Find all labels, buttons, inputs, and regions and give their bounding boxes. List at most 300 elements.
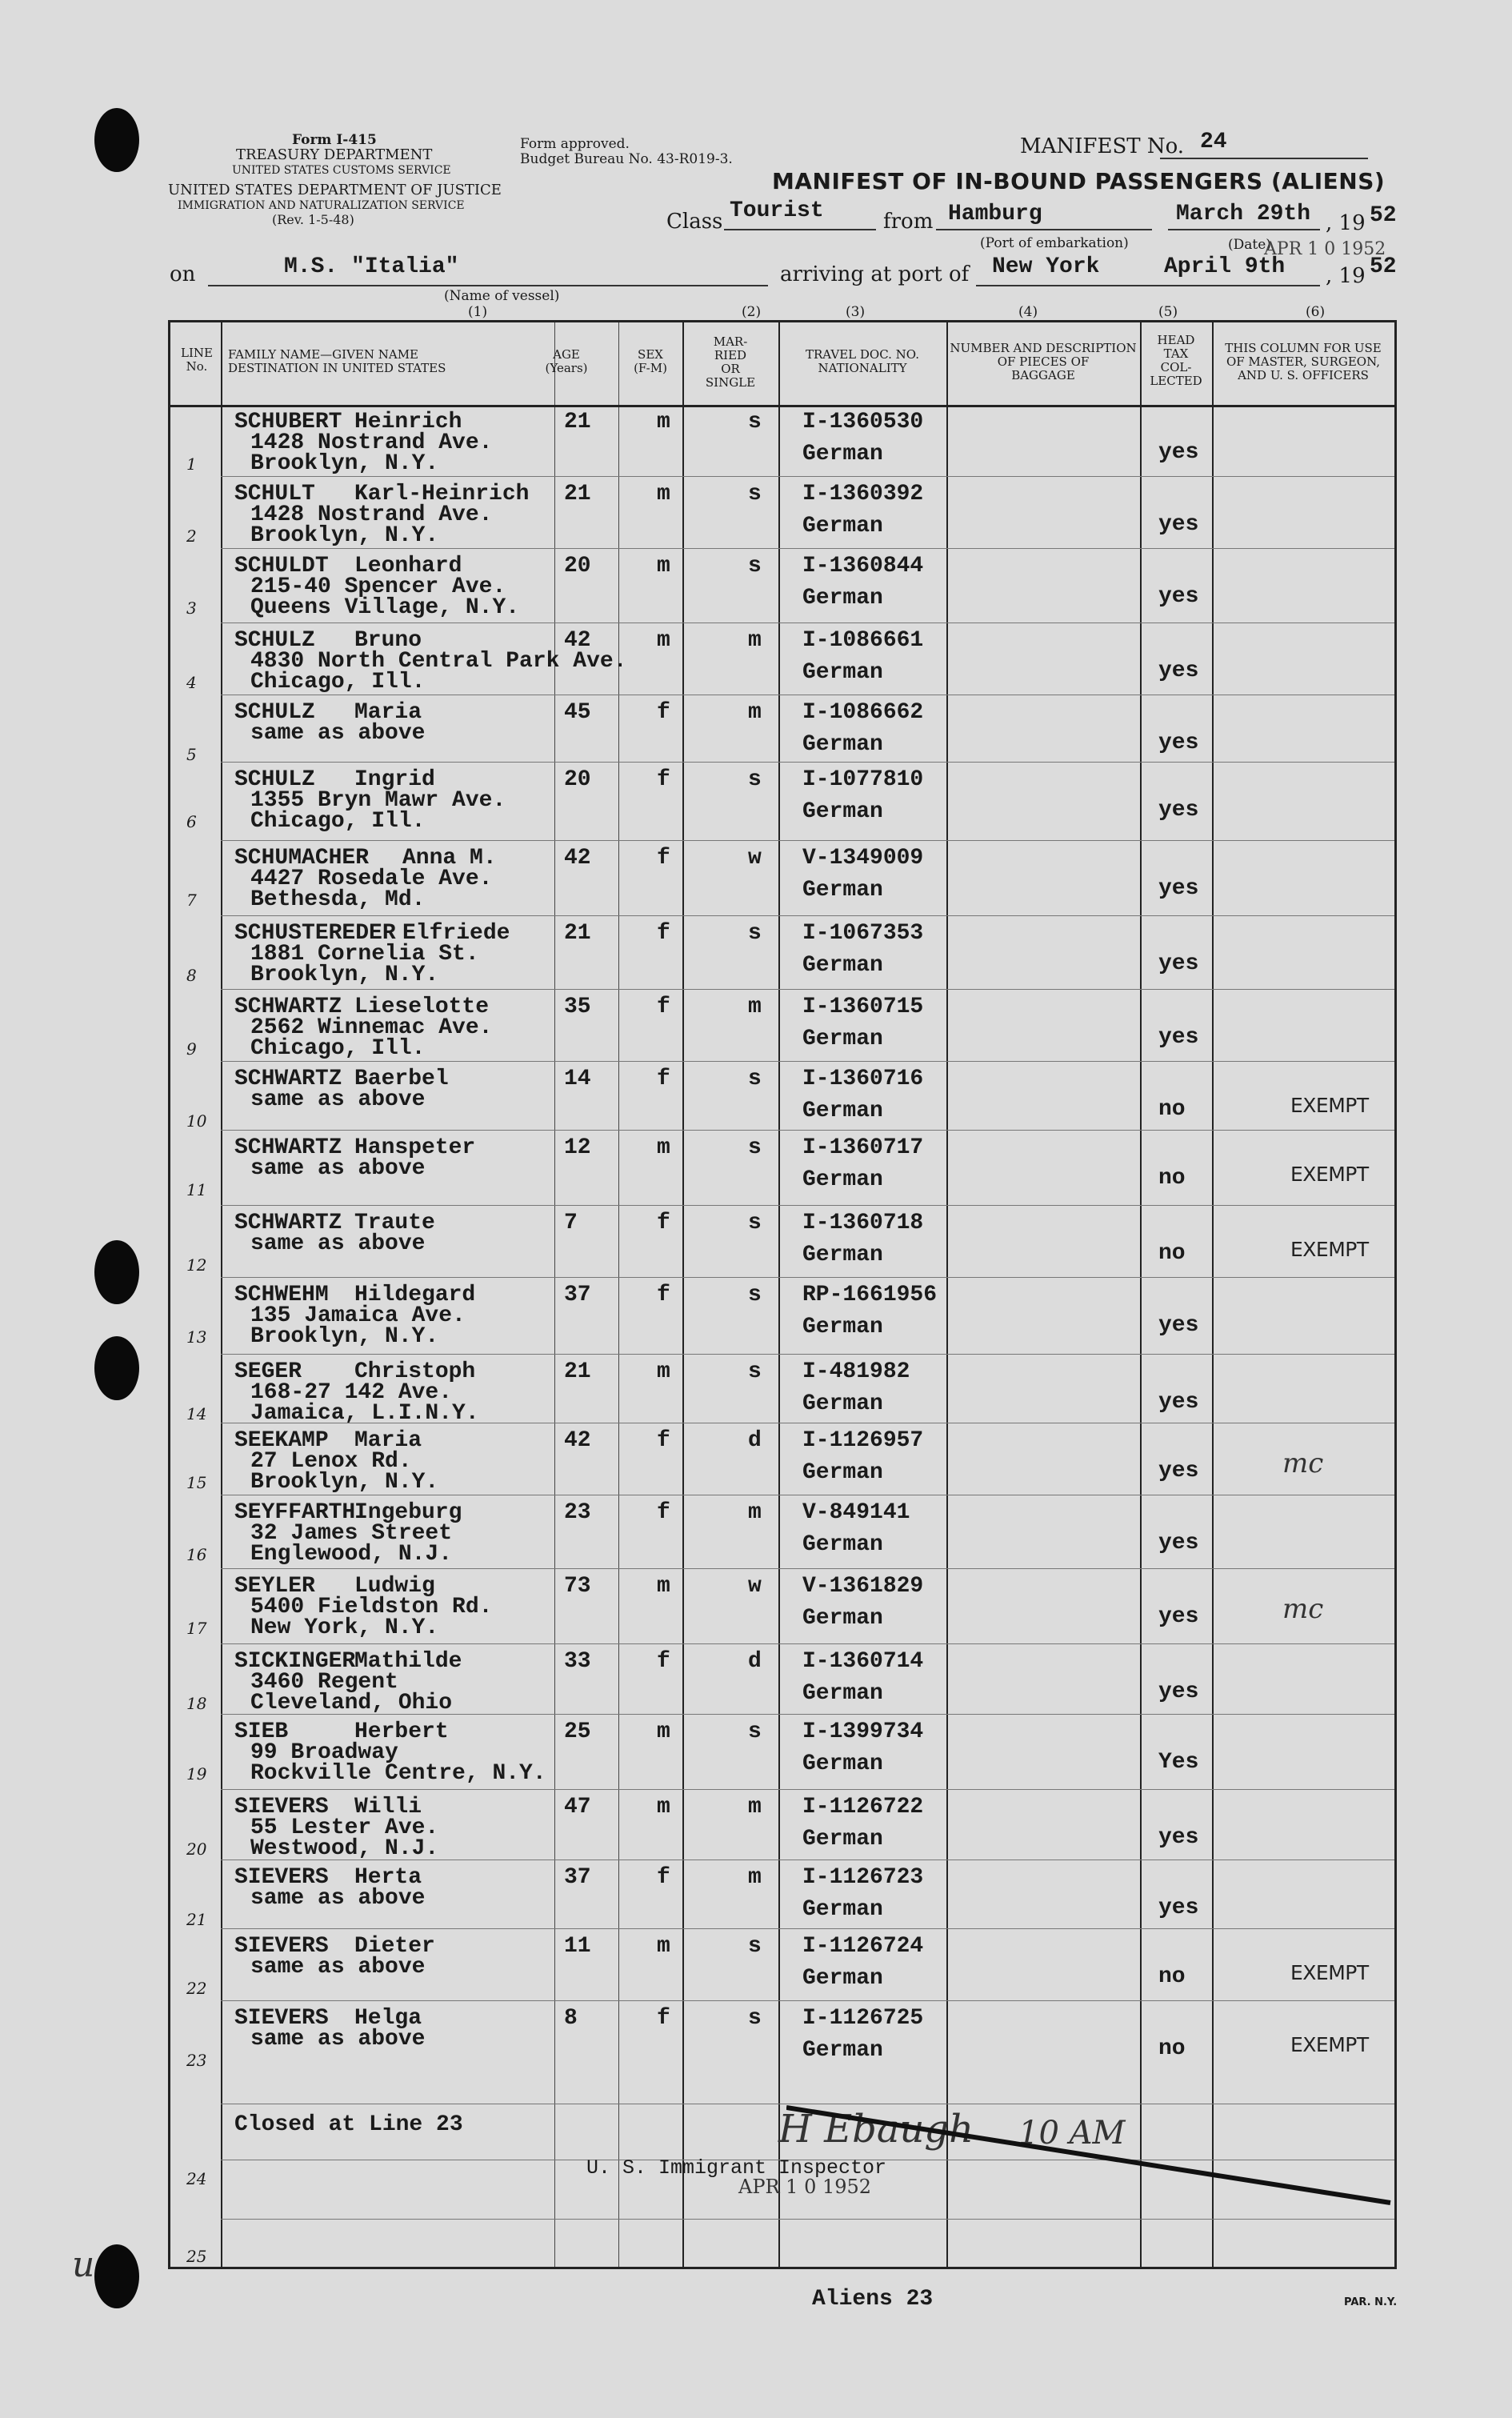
line-number: 1 (186, 454, 197, 474)
table-row (170, 1278, 1394, 1355)
age: 35 (564, 995, 591, 1019)
manifest-title: MANIFEST OF IN-BOUND PASSENGERS (ALIENS) (772, 168, 1386, 194)
table-row (170, 623, 1394, 695)
sex: f (657, 1428, 670, 1453)
travel-doc-no: I-1360392 (802, 482, 924, 506)
col-num-6: (6) (1306, 304, 1326, 320)
head-tax: yes (1158, 798, 1199, 823)
age: 20 (564, 767, 591, 792)
manifest-table (168, 320, 1397, 2269)
table-row (170, 916, 1394, 990)
address-line-2: Brooklyn, N.Y. (250, 1470, 439, 1495)
line-number-24: 24 (186, 2169, 207, 2188)
arrival-year: 52 (1370, 254, 1397, 279)
col-header-name: FAMILY NAME—GIVEN NAME DESTINATION IN UNITED STATES (228, 347, 446, 375)
given-name: Hanspeter (354, 1135, 476, 1160)
nationality: German (802, 1460, 883, 1485)
line-number: 11 (186, 1180, 207, 1199)
exempt-stamp: EXEMPT (1290, 1163, 1369, 1186)
address-line-1: 2562 Winnemac Ave. (250, 1015, 493, 1040)
inspector-signature: H Ebaugh (778, 2107, 974, 2152)
line-number: 15 (186, 1473, 207, 1492)
manifest-label: MANIFEST No. (1020, 134, 1185, 158)
travel-doc-no: V-1361829 (802, 1574, 924, 1599)
embark-caption: (Port of embarkation) (980, 235, 1129, 251)
travel-doc-no: I-1399734 (802, 1719, 924, 1744)
marital-status: s (748, 1719, 762, 1744)
given-name: Leonhard (354, 554, 462, 578)
family-name: SEGER (234, 1359, 302, 1384)
marital-status: m (748, 1500, 762, 1525)
sex: f (657, 2006, 670, 2031)
given-name: Dieter (354, 1934, 435, 1959)
head-tax: Yes (1158, 1750, 1199, 1775)
nationality: German (802, 1027, 883, 1051)
head-tax: yes (1158, 659, 1199, 683)
given-name: Hildegard (354, 1283, 476, 1307)
age: 42 (564, 1428, 591, 1453)
family-name: SCHUMACHER (234, 846, 370, 871)
given-name: Herbert (354, 1719, 449, 1744)
table-row (170, 1206, 1394, 1278)
age: 21 (564, 1359, 591, 1384)
vessel-caption: (Name of vessel) (444, 288, 560, 304)
marital-status: d (748, 1649, 762, 1674)
age: 45 (564, 700, 591, 725)
line-number: 18 (186, 1694, 207, 1713)
address-line-2: Brooklyn, N.Y. (250, 523, 439, 548)
sex: f (657, 700, 670, 725)
col-num-5: (5) (1158, 304, 1178, 320)
col-header-doc: TRAVEL DOC. NO. NATIONALITY (805, 347, 919, 375)
line-number: 8 (186, 966, 197, 985)
age: 33 (564, 1649, 591, 1674)
marital-status: m (748, 1795, 762, 1820)
marital-status: m (748, 1865, 762, 1890)
sex: f (657, 767, 670, 792)
travel-doc-no: I-1360530 (802, 410, 924, 434)
travel-doc-no: I-1126722 (802, 1795, 924, 1820)
head-tax: yes (1158, 1604, 1199, 1629)
address-line-1: 1428 Nostrand Ave. (250, 430, 493, 455)
given-name: Maria (354, 700, 422, 725)
nationality: German (802, 1243, 883, 1267)
address-line-2: Rockville Centre, N.Y. (250, 1761, 546, 1786)
family-name: SCHULZ (234, 628, 315, 653)
nationality: German (802, 732, 883, 757)
address-line-2: Brooklyn, N.Y. (250, 451, 439, 476)
marital-status: s (748, 1934, 762, 1959)
address-line-1: 32 James Street (250, 1521, 453, 1546)
treasury-dept: TREASURY DEPARTMENT (236, 146, 433, 163)
table-row (170, 990, 1394, 1062)
table-row (170, 841, 1394, 916)
family-name: SCHWARTZ (234, 1211, 342, 1235)
table-row (170, 1423, 1394, 1495)
age: 14 (564, 1067, 591, 1091)
sex: m (657, 554, 670, 578)
justice-dept: UNITED STATES DEPARTMENT OF JUSTICE (168, 182, 502, 198)
sex: f (657, 1211, 670, 1235)
address-line-1: 1428 Nostrand Ave. (250, 502, 493, 527)
sex: m (657, 1934, 670, 1959)
family-name: SICKINGER (234, 1649, 356, 1674)
given-name: Lieselotte (354, 995, 490, 1019)
age: 37 (564, 1283, 591, 1307)
form-number: Form I-415 (292, 132, 377, 148)
given-name: Ingrid (354, 767, 435, 792)
head-tax: yes (1158, 1531, 1199, 1555)
officer-initials: mc (1282, 1593, 1324, 1625)
from-label: from (883, 210, 934, 234)
head-tax: yes (1158, 1025, 1199, 1050)
nationality: German (802, 442, 883, 466)
line-number: 21 (186, 1910, 207, 1929)
address-line-1: same as above (250, 721, 426, 746)
given-name: Elfriede (402, 921, 510, 946)
marital-status: s (748, 1283, 762, 1307)
age: 21 (564, 921, 591, 946)
marital-status: s (748, 410, 762, 434)
col-num-2: (2) (742, 304, 762, 320)
address-line-1: 135 Jamaica Ave. (250, 1303, 466, 1328)
address-line-1: same as above (250, 1886, 426, 1911)
manifest-number: 24 (1200, 130, 1227, 154)
travel-doc-no: V-1349009 (802, 846, 924, 871)
address-line-1: same as above (250, 1955, 426, 1980)
date-caption: (Date) (1228, 237, 1271, 253)
given-name: Baerbel (354, 1067, 449, 1091)
travel-doc-no: I-1077810 (802, 767, 924, 792)
vessel-name: M.S. "Italia" (284, 254, 459, 279)
address-line-1: same as above (250, 1087, 426, 1112)
address-line-1: 27 Lenox Rd. (250, 1449, 412, 1474)
marital-status: m (748, 700, 762, 725)
address-line-1: same as above (250, 2027, 426, 2052)
table-row (170, 763, 1394, 841)
nationality: German (802, 660, 883, 685)
line-number: 22 (186, 1979, 207, 1998)
sex: m (657, 1135, 670, 1160)
head-tax: no (1158, 1166, 1186, 1191)
address-line-2: Chicago, Ill. (250, 1036, 426, 1061)
sex: m (657, 1795, 670, 1820)
depart-year: 52 (1370, 203, 1397, 228)
sex: f (657, 1500, 670, 1525)
sex: m (657, 482, 670, 506)
class-value: Tourist (730, 198, 824, 223)
age: 20 (564, 554, 591, 578)
travel-doc-no: I-1126723 (802, 1865, 924, 1890)
sex: f (657, 846, 670, 871)
travel-doc-no: I-1360718 (802, 1211, 924, 1235)
given-name: Herta (354, 1865, 422, 1890)
age: 42 (564, 628, 591, 653)
travel-doc-no: I-1360715 (802, 995, 924, 1019)
col-header-baggage: NUMBER AND DESCRIPTION OF PIECES OF BAGGAGE (950, 341, 1137, 382)
line-number: 3 (186, 598, 197, 618)
address-line-1: 1881 Cornelia St. (250, 942, 479, 967)
exempt-stamp: EXEMPT (1290, 1961, 1369, 1984)
nationality: German (802, 953, 883, 978)
form-approved: Form approved. (520, 136, 630, 152)
sex: m (657, 1359, 670, 1384)
inspection-stamp: APR 1 0 1952 (738, 2176, 872, 2198)
address-line-2: Bethesda, Md. (250, 887, 426, 912)
marital-status: s (748, 1135, 762, 1160)
age: 7 (564, 1211, 578, 1235)
arrival-port: New York (992, 254, 1100, 279)
on-label: on (170, 262, 196, 286)
line-number: 9 (186, 1039, 197, 1059)
head-tax: yes (1158, 731, 1199, 755)
class-label: Class (666, 210, 723, 234)
marital-status: s (748, 1211, 762, 1235)
marital-status: s (748, 767, 762, 792)
travel-doc-no: I-1086662 (802, 700, 924, 725)
given-name: Ingeburg (354, 1500, 462, 1525)
address-line-1: 5400 Fieldston Rd. (250, 1595, 493, 1619)
binder-hole (94, 108, 139, 172)
marital-status: s (748, 2006, 762, 2031)
inspector-label: U. S. Immigrant Inspector (586, 2156, 887, 2180)
given-name: Anna M. (402, 846, 497, 871)
line-number-25: 25 (186, 2247, 207, 2266)
head-tax: yes (1158, 876, 1199, 901)
age: 11 (564, 1934, 591, 1959)
address-line-1: 4427 Rosedale Ave. (250, 867, 493, 891)
table-row (170, 1355, 1394, 1426)
travel-doc-no: I-1360844 (802, 554, 924, 578)
age: 8 (564, 2006, 578, 2031)
family-name: SIEVERS (234, 1865, 329, 1890)
age: 47 (564, 1795, 591, 1820)
exempt-stamp: EXEMPT (1290, 1094, 1369, 1117)
address-line-1: 215-40 Spencer Ave. (250, 574, 506, 599)
revision: (Rev. 1-5-48) (272, 212, 354, 227)
address-line-2: Queens Village, N.Y. (250, 595, 520, 620)
table-row (170, 695, 1394, 763)
marital-status: w (748, 1574, 762, 1599)
travel-doc-no: I-1126724 (802, 1934, 924, 1959)
given-name: Traute (354, 1211, 435, 1235)
marital-status: w (748, 846, 762, 871)
sex: m (657, 628, 670, 653)
nationality: German (802, 1532, 883, 1557)
family-name: SCHULZ (234, 700, 315, 725)
address-line-2: New York, N.Y. (250, 1615, 439, 1640)
sex: f (657, 1865, 670, 1890)
travel-doc-no: V-849141 (802, 1500, 910, 1525)
col-header-married: MAR- RIED OR SINGLE (705, 334, 756, 390)
nationality: German (802, 514, 883, 538)
marital-status: s (748, 482, 762, 506)
travel-doc-no: I-1360717 (802, 1135, 924, 1160)
sex: f (657, 921, 670, 946)
line-number: 6 (186, 812, 197, 831)
family-name: SCHWARTZ (234, 995, 342, 1019)
marital-status: s (748, 554, 762, 578)
nationality: German (802, 2038, 883, 2063)
family-name: SCHWARTZ (234, 1067, 342, 1091)
corner-initials: u (72, 2244, 95, 2285)
nationality: German (802, 1099, 883, 1123)
col-header-tax: HEAD TAX COL- LECTED (1150, 333, 1202, 388)
family-name: SIEB (234, 1719, 289, 1744)
nationality: German (802, 1315, 883, 1339)
col-header-age: AGE (Years) (545, 347, 588, 375)
line-number: 17 (186, 1619, 207, 1638)
inspection-time: 10 AM (1018, 2115, 1126, 2152)
travel-doc-no: I-1086661 (802, 628, 924, 653)
arrival-year-prefix: , 19 (1326, 264, 1366, 288)
head-tax: no (1158, 2036, 1186, 2061)
table-row (170, 1929, 1394, 2001)
customs-service: UNITED STATES CUSTOMS SERVICE (232, 164, 451, 177)
line-number: 2 (186, 526, 197, 546)
family-name: SCHWEHM (234, 1283, 329, 1307)
sex: f (657, 1067, 670, 1091)
given-name: Helga (354, 2006, 422, 2031)
given-name: Bruno (354, 628, 422, 653)
age: 21 (564, 410, 591, 434)
closing-stroke (786, 2103, 1394, 2207)
address-line-2: Westwood, N.J. (250, 1836, 439, 1861)
nationality: German (802, 799, 883, 824)
address-line-1: 55 Lester Ave. (250, 1816, 439, 1840)
given-name: Ludwig (354, 1574, 435, 1599)
family-name: SIEVERS (234, 1934, 329, 1959)
travel-doc-no: I-1126957 (802, 1428, 924, 1453)
table-row (170, 2001, 1394, 2104)
line-number: 23 (186, 2051, 207, 2070)
table-row (170, 1131, 1394, 1206)
age: 37 (564, 1865, 591, 1890)
given-name: Heinrich (354, 410, 462, 434)
age: 25 (564, 1719, 591, 1744)
family-name: SEYFFARTH (234, 1500, 356, 1525)
head-tax: yes (1158, 1390, 1199, 1415)
embark-port: Hamburg (948, 202, 1042, 226)
col-header-sex: SEX (F-M) (634, 347, 667, 375)
address-line-2: Englewood, N.J. (250, 1542, 453, 1567)
marital-status: s (748, 1067, 762, 1091)
address-line-1: 3460 Regent (250, 1670, 398, 1695)
given-name: Karl-Heinrich (354, 482, 530, 506)
address-line-2: Jamaica, L.I.N.Y. (250, 1401, 479, 1426)
address-line-2: Chicago, Ill. (250, 670, 426, 695)
travel-doc-no: I-1067353 (802, 921, 924, 946)
exempt-stamp: EXEMPT (1290, 1238, 1369, 1261)
family-name: SCHULT (234, 482, 315, 506)
col-header-line: LINE No. (181, 346, 213, 374)
table-row (170, 1860, 1394, 1929)
col-header-officers: THIS COLUMN FOR USE OF MASTER, SURGEON, AND U. S. OFFICERS (1225, 341, 1382, 382)
head-tax: no (1158, 1241, 1186, 1266)
address-line-2: Brooklyn, N.Y. (250, 1324, 439, 1349)
head-tax: yes (1158, 440, 1199, 465)
address-line-2: Cleveland, Ohio (250, 1691, 453, 1715)
stamp-top: APR 1 0 1952 (1264, 239, 1386, 259)
budget-bureau: Budget Bureau No. 43-R019-3. (520, 151, 733, 167)
marital-status: s (748, 921, 762, 946)
line-number: 16 (186, 1545, 207, 1564)
head-tax: no (1158, 1964, 1186, 1989)
head-tax: yes (1158, 1313, 1199, 1338)
line-number: 7 (186, 891, 197, 910)
sex: m (657, 1574, 670, 1599)
address-line-1: 99 Broadway (250, 1740, 398, 1765)
family-name: SCHULZ (234, 767, 315, 792)
line-number: 10 (186, 1111, 207, 1131)
table-row (170, 405, 1394, 477)
line-number: 14 (186, 1404, 207, 1423)
binder-hole (94, 2244, 139, 2308)
line-number: 12 (186, 1255, 207, 1275)
family-name: SIEVERS (234, 2006, 329, 2031)
nationality: German (802, 1897, 883, 1922)
head-tax: yes (1158, 1825, 1199, 1850)
table-row (170, 549, 1394, 623)
table-row (170, 477, 1394, 549)
address-line-1: 168-27 142 Ave. (250, 1380, 453, 1405)
given-name: Mathilde (354, 1649, 462, 1674)
nationality: German (802, 878, 883, 903)
binder-hole (94, 1240, 139, 1304)
col-num-1: (1) (468, 304, 488, 320)
marital-status: m (748, 628, 762, 653)
printer-mark: PAR. N.Y. (1344, 2296, 1398, 2308)
nationality: German (802, 1681, 883, 1706)
head-tax: yes (1158, 584, 1199, 609)
col-num-4: (4) (1018, 304, 1038, 320)
head-tax: yes (1158, 1896, 1199, 1920)
address-line-2: Chicago, Ill. (250, 809, 426, 834)
given-name: Maria (354, 1428, 422, 1453)
nationality: German (802, 586, 883, 611)
nationality: German (802, 1167, 883, 1192)
aliens-total: Aliens 23 (812, 2287, 934, 2312)
table-row (170, 1062, 1394, 1131)
nationality: German (802, 1751, 883, 1776)
marital-status: m (748, 995, 762, 1019)
given-name: Christoph (354, 1359, 476, 1384)
ins-service: IMMIGRATION AND NATURALIZATION SERVICE (178, 199, 465, 212)
officer-initials: mc (1282, 1447, 1324, 1479)
line-number: 19 (186, 1764, 207, 1783)
table-row (170, 1495, 1394, 1569)
age: 23 (564, 1500, 591, 1525)
nationality: German (802, 1391, 883, 1416)
sex: m (657, 410, 670, 434)
nationality: German (802, 1827, 883, 1852)
exempt-stamp: EXEMPT (1290, 2033, 1369, 2056)
col-num-3: (3) (846, 304, 866, 320)
depart-date: March 29th (1176, 202, 1311, 226)
marital-status: d (748, 1428, 762, 1453)
age: 73 (564, 1574, 591, 1599)
travel-doc-no: RP-1661956 (802, 1283, 938, 1307)
head-tax: yes (1158, 1679, 1199, 1704)
table-row (170, 1715, 1394, 1790)
marital-status: s (748, 1359, 762, 1384)
family-name: SEYLER (234, 1574, 315, 1599)
table-row (170, 1790, 1394, 1860)
family-name: SCHUSTEREDER (234, 921, 396, 946)
sex: f (657, 1283, 670, 1307)
sex: f (657, 995, 670, 1019)
address-line-1: 1355 Bryn Mawr Ave. (250, 788, 506, 813)
